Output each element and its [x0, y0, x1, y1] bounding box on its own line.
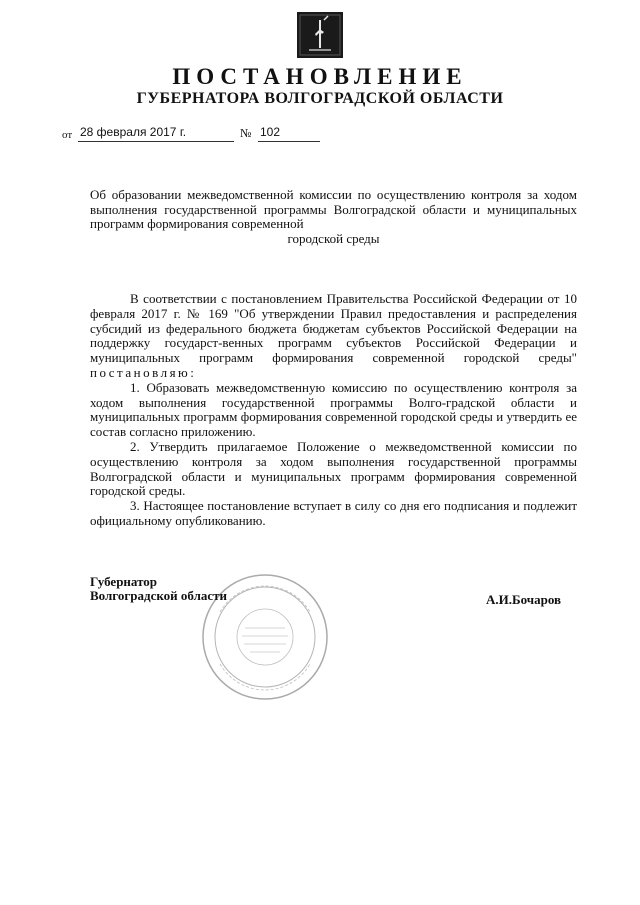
heading-last-line: городской среды — [287, 230, 380, 246]
item-2: 2. Утвердить прилагаемое Положение о межведомственной комиссии по осуществлению контроля за ходом выполнения государственной программы Волгоградской области и муниципальных программ формирования современной городской среды. — [90, 438, 577, 499]
document-date: 28 февраля 2017 г. — [78, 125, 234, 142]
signature-block — [90, 574, 577, 607]
document-title: ПОСТАНОВЛЕНИЕ — [172, 64, 468, 89]
document-subtitle: ГУБЕРНАТОРА ВОЛГОГРАДСКОЙ ОБЛАСТИ — [136, 90, 504, 107]
document-number: 102 — [258, 125, 320, 142]
preamble-text: В соответствии с постановлением Правительства Российской Федерации от 10 февраля 2017 г. № 169 "Об утверждении Правил предоставления и распределения субсидий из федерального бюджета бюджетам субъектов Российской Федерации на поддержку государст-венных программ субъектов Российской Федерации и муниципальных программ формирования современной городской среды" — [90, 291, 577, 366]
document-heading — [90, 188, 577, 246]
heading-text: Об образовании межведомственной комиссии по осуществлению контроля за ходом выполнения государственной программы Волгоградской области и муниципальных программ формирования современной — [90, 187, 577, 231]
number-label: № — [240, 126, 252, 140]
volgograd-emblem-icon — [297, 12, 343, 58]
signatory-position-line1: Губернатор — [90, 574, 158, 589]
item-1: 1. Образовать межведомственную комиссию по осуществлению контроля за ходом выполнения государственной программы Волго-градской области и муниципальных программ формирования современной городской среды и утвердить ее состав согласно приложению. — [90, 379, 577, 440]
date-number-line — [62, 123, 362, 143]
item-3: 3. Настоящее постановление вступает в силу со дня его подписания и подлежит официальному опубликованию. — [90, 498, 577, 528]
signatory-name: А.И.Бочаров — [486, 592, 562, 607]
decree-word: постановляю: — [90, 364, 197, 380]
date-from-label: от — [62, 129, 73, 141]
document-body — [90, 292, 577, 529]
signatory-position-line2: Волгоградской области — [90, 588, 228, 603]
preamble-paragraph — [90, 292, 577, 381]
